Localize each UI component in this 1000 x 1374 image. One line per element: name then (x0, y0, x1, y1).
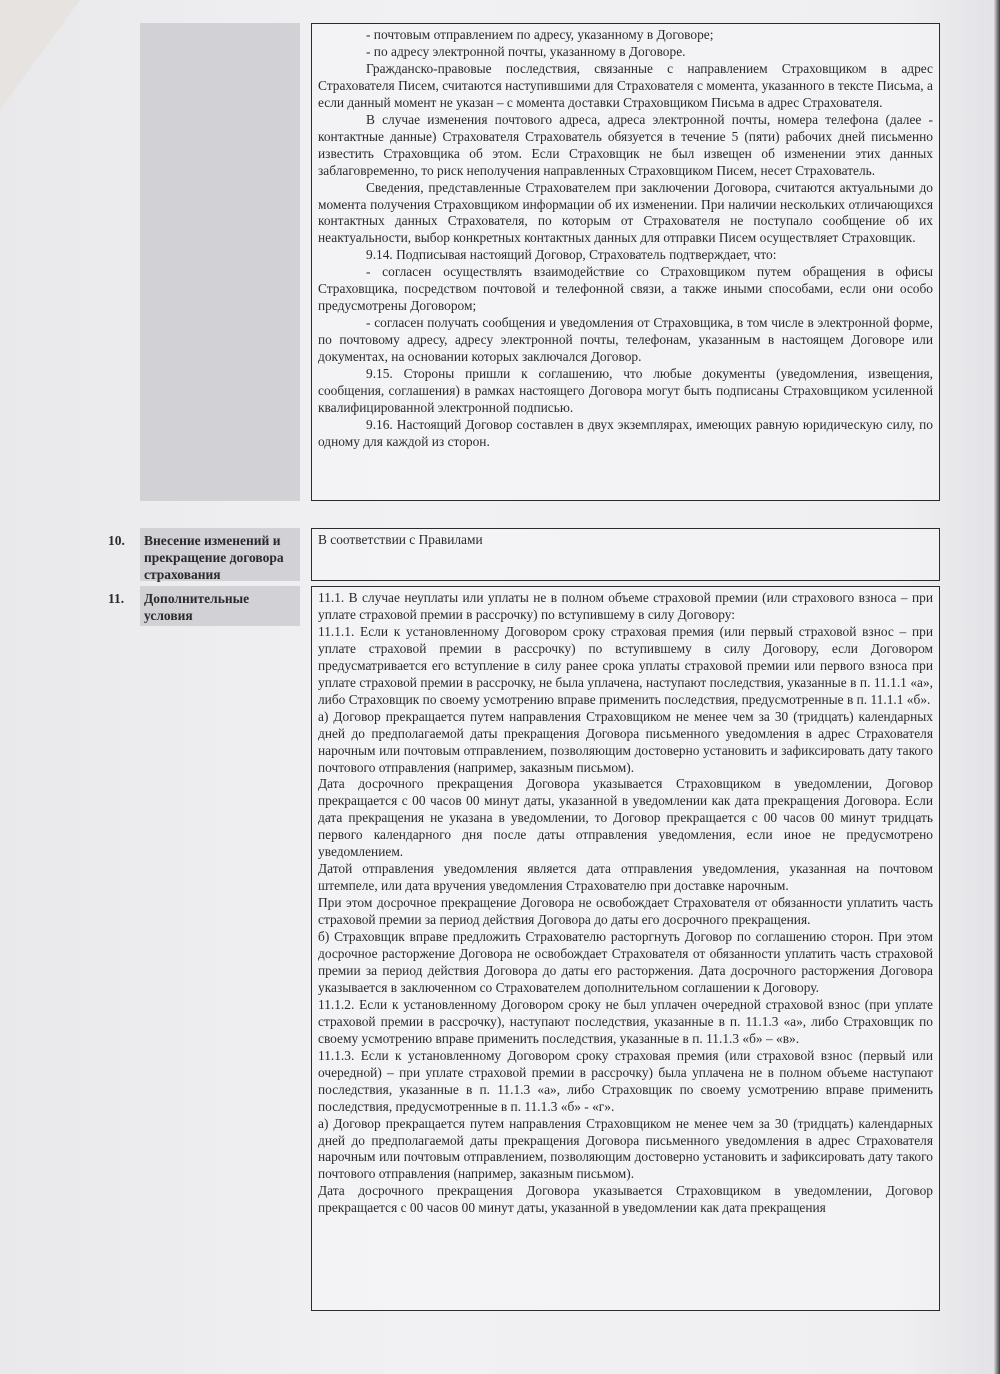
paragraph: 11.1.2. Если к установленному Договором сроку не был уплачен очередной страховой взнос (при уплате страховой премии в рассрочку), наступают последствия, указанные в п. 11.1.3 «а», либо Страховщик по своему усмотрению вправе применить последствия, указанные в п. 11.1.3 «б» – «в». (318, 996, 933, 1046)
paragraph: а) Договор прекращается путем направления Страховщиком не менее чем за 30 (тридцать) календарных дней до предполагаемой даты прекращения Договора письменного уведомления в адрес Страхователя нарочным или почтовым отправлением, позволяющим достоверно установить и зафиксировать дату такого почтового отправления (например, заказным письмом). (318, 1115, 933, 1182)
paragraph: б) Страховщик вправе предложить Страхователю расторгнуть Договор по соглашению сторон. При этом досрочное расторжение Договора не освобождает Страхователя от обязанности уплатить часть страховой премии за период действия Договора до даты его расторжения. Дата досрочного расторжения Договора указывается в заключенном со Страхователем дополнительном соглашении к Договору. (318, 929, 933, 995)
section-content: В соответствии с Правилами (318, 532, 483, 547)
paragraph: - по адресу электронной почты, указанному в Договоре. (366, 43, 686, 59)
paragraph: - согласен осуществлять взаимодействие со Страховщиком путем обращения в офисы Страховщика, посредством почтовой и телефонной связи, а также иными способами, если они особо предусмотрены Договором; (318, 264, 933, 314)
paragraph: 9.16. Настоящий Договор составлен в двух экземплярах, имеющих равную юридическую силу, по одному для каждой из сторон. (318, 416, 933, 449)
section-number: 10. (108, 533, 125, 548)
paragraph: Гражданско-правовые последствия, связанные с направлением Страховщиком в адрес Страхователя Писем, считаются наступившими для Страхователя с момента, указанного в тексте Письма, а если данный момент не указан – с момента доставки Страховщиком Письма в адрес Страхователя. (318, 60, 933, 110)
paragraph: 9.14. Подписывая настоящий Договор, Страхователь подтверждает, что: (366, 247, 777, 263)
paragraph: а) Договор прекращается путем направления Страховщиком не менее чем за 30 (тридцать) календарных дней до предполагаемой даты прекращения Договора письменного уведомления в адрес Страхователя нарочным или почтовым отправлением, позволяющим достоверно установить и зафиксировать дату такого почтового отправления (например, заказным письмом). (318, 708, 933, 775)
section-title: Внесение изменений и прекращение договора страхования (140, 528, 300, 581)
paragraph: В случае изменения почтового адреса, адреса электронной почты, номера телефона (далее - контактные данные) Страхователя Страхователь обязуется в течение 5 (пяти) рабочих дней письменно известить Страховщика об этом. Если Страховщик не был извещен об изменении этих данных заблаговременно, то риск неполучения направленных Страховщиком Писем, несет Страхователь. (318, 111, 933, 178)
page-edge-shadow (994, 0, 1000, 1374)
paragraph: Датой отправления уведомления является дата отправления уведомления, указанная на почтовом штемпеле, или дата вручения уведомления Страхователю при доставке нарочным. (318, 861, 933, 894)
section-number: 11. (108, 591, 125, 606)
section-11-content-cell (311, 586, 940, 1311)
paragraph: Дата досрочного прекращения Договора указывается Страховщиком в уведомлении, Договор прекращается с 00 часов 00 минут даты, указанной в уведомлении как дата прекращения (318, 1183, 933, 1216)
paragraph: - согласен получать сообщения и уведомления от Страховщика, в том числе в электронной форме, по почтовому адресу, адресу электронной почты, телефонам, указанным в настоящем Договоре или документах, на основании которых заключался Договор. (318, 315, 933, 365)
page-fold-corner (0, 0, 80, 110)
section-10-content-cell (311, 528, 940, 581)
paragraph: При этом досрочное прекращение Договора не освобождает Страхователя от обязанности уплатить часть страховой премии за период действия Договора до даты его досрочного прекращения. (318, 895, 933, 928)
paragraph: 11.1.3. Если к установленному Договором сроку страховая премия (или страховой взнос (первый или очередной) – при уплате страховой премии в рассрочку) была уплачена не в полном объеме наступают последствия, указанные в п. 11.1.3 «а», либо Страховщик по своему усмотрению вправе применить последствия, предусмотренные в п. 11.1.3 «б» - «г». (318, 1047, 933, 1114)
paragraph: 11.1.1. Если к установленному Договором сроку страховая премия (или первый страховой взнос – при уплате страховой премии в рассрочку) по вступившему в силу Договору, если Договором предусматривается его вступление в силу ранее срока уплаты страховой премии или первого взноса при уплате страховой премии в рассрочку, не была уплачена, наступают последствия, указанные в п. 11.1.1 «а», либо Страховщик по своему усмотрению вправе применить последствия, предусмотренные в п. 11.1.1 «б». (318, 623, 933, 707)
paragraph: - почтовым отправлением по адресу, указанному в Договоре; (366, 27, 714, 42)
section-9-label-cell (140, 23, 300, 501)
paragraph: Дата досрочного прекращения Договора указывается Страховщиком в уведомлении, Договор прекращается с 00 часов 00 минут даты, указанной в уведомлении как дата прекращения Договора. Если дата прекращения не указана в уведомлении, то Договор прекращается с 00 часов 00 минут тридцать первого календарного дня после даты отправления уведомления, если иное не предусмотрено уведомлением. (318, 776, 933, 860)
section-title: Дополнительные условия (140, 586, 300, 626)
paragraph: 9.15. Стороны пришли к соглашению, что любые документы (уведомления, извещения, сообщения, соглашения) в рамках настоящего Договора могут быть подписаны Страховщиком усиленной квалифицированной электронной подписью. (318, 366, 933, 415)
paragraph: 11.1. В случае неуплаты или уплаты не в полном объеме страховой премии (или страхового взноса – при уплате страховой премии в рассрочку) по вступившему в силу Договору: (318, 590, 933, 622)
paragraph: Сведения, представленные Страхователем при заключении Договора, считаются актуальными до момента получения Страховщиком информации об их изменении. При наличии нескольких отличающихся контактных данных Страхователя, по которым от Страхователя не поступало сообщение об их неактуальности, выбор конкретных контактных данных для отправки Писем осуществляет Страховщик. (318, 179, 933, 246)
section-9-content-cell (311, 23, 940, 501)
